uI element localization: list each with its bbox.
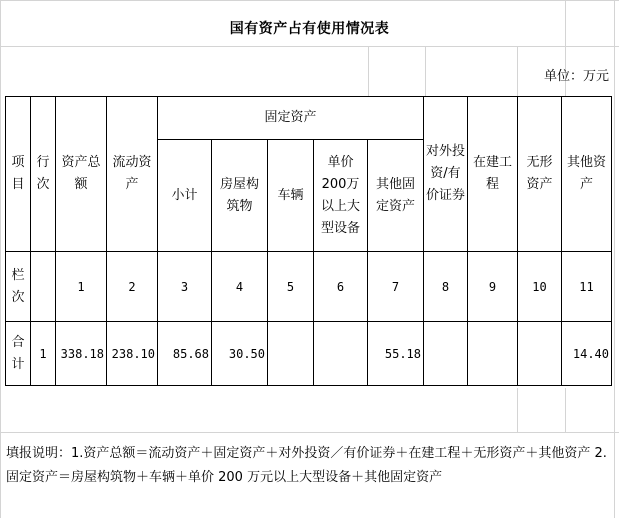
column-number: 7 <box>368 252 424 322</box>
total-row-label: 合计 <box>5 322 31 386</box>
header-other-assets: 其他资产 <box>562 96 612 252</box>
header-subtotal: 小计 <box>158 140 212 252</box>
header-item: 项目 <box>5 96 31 252</box>
filling-instructions: 填报说明：1.资产总额＝流动资产＋固定资产＋对外投资／有价证券＋在建工程＋无形资产＋其他资产 2.固定资产＝房屋构筑物＋车辆＋单价 200 万元以上大型设备＋其他固定资产 <box>6 446 607 485</box>
column-number: 4 <box>212 252 268 322</box>
column-number: 2 <box>107 252 158 322</box>
vehicles-value <box>268 322 314 386</box>
grid-line <box>517 46 518 96</box>
header-large-equipment: 单价200万以上大型设备 <box>314 140 368 252</box>
header-row-no: 行次 <box>31 96 56 252</box>
header-buildings: 房屋构筑物 <box>212 140 268 252</box>
grid-line <box>368 46 369 96</box>
large-equipment-value <box>314 322 368 386</box>
column-number: 5 <box>268 252 314 322</box>
grid-line <box>425 46 426 96</box>
current-assets-value: 238.10 <box>107 322 158 386</box>
total-row-no: 1 <box>31 322 56 386</box>
grid-line <box>0 0 1 518</box>
column-number: 3 <box>158 252 212 322</box>
grid-line <box>517 388 518 432</box>
page-title: 国有资产占有使用情况表 <box>229 21 390 37</box>
column-number-blank <box>31 252 56 322</box>
column-number: 1 <box>56 252 107 322</box>
header-investments: 对外投资/有价证券 <box>424 96 468 252</box>
header-other-fixed: 其他固定资产 <box>368 140 424 252</box>
other-assets-value: 14.40 <box>562 322 612 386</box>
intangible-value <box>518 322 562 386</box>
buildings-value: 30.50 <box>212 322 268 386</box>
header-vehicles: 车辆 <box>268 140 314 252</box>
fixed-subtotal-value: 85.68 <box>158 322 212 386</box>
column-number: 11 <box>562 252 612 322</box>
grid-line <box>565 388 566 432</box>
unit-label: 单位：万元 <box>543 69 609 84</box>
column-number: 8 <box>424 252 468 322</box>
grid-line <box>0 46 619 47</box>
header-intangible: 无形资产 <box>518 96 562 252</box>
column-number-label: 栏次 <box>5 252 31 322</box>
grid-line <box>614 0 615 518</box>
grid-line <box>0 432 619 433</box>
column-number: 10 <box>518 252 562 322</box>
total-assets-value: 338.18 <box>56 322 107 386</box>
header-current-assets: 流动资产 <box>107 96 158 252</box>
header-total-assets: 资产总额 <box>56 96 107 252</box>
column-number: 6 <box>314 252 368 322</box>
grid-line <box>0 0 619 1</box>
investments-value <box>424 322 468 386</box>
header-fixed-assets: 固定资产 <box>158 96 424 140</box>
other-fixed-value: 55.18 <box>368 322 424 386</box>
header-construction: 在建工程 <box>468 96 518 252</box>
construction-value <box>468 322 518 386</box>
column-number: 9 <box>468 252 518 322</box>
